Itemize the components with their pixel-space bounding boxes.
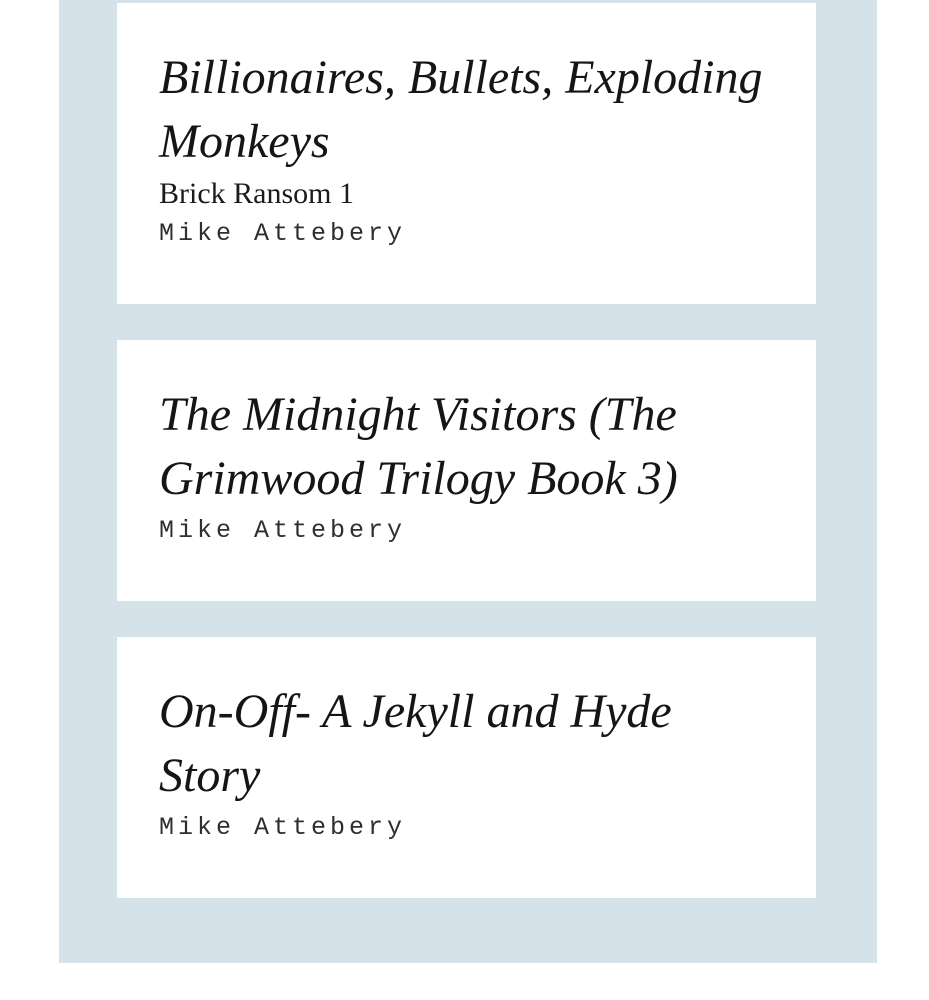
book-author: Mike Attebery xyxy=(159,813,407,842)
book-card[interactable] xyxy=(117,3,816,304)
book-card[interactable] xyxy=(117,340,816,601)
book-card[interactable] xyxy=(117,637,816,898)
book-series: Brick Ransom 1 xyxy=(159,177,354,210)
book-author: Mike Attebery xyxy=(159,219,407,248)
book-author: Mike Attebery xyxy=(159,516,407,545)
book-title: Billionaires, Bullets, Exploding Monkeys xyxy=(159,51,763,168)
book-list-panel xyxy=(59,0,877,963)
book-title: On-Off- A Jekyll and Hyde Story xyxy=(159,685,672,802)
book-title: The Midnight Visitors (The Grimwood Trilogy Book 3) xyxy=(159,388,678,505)
